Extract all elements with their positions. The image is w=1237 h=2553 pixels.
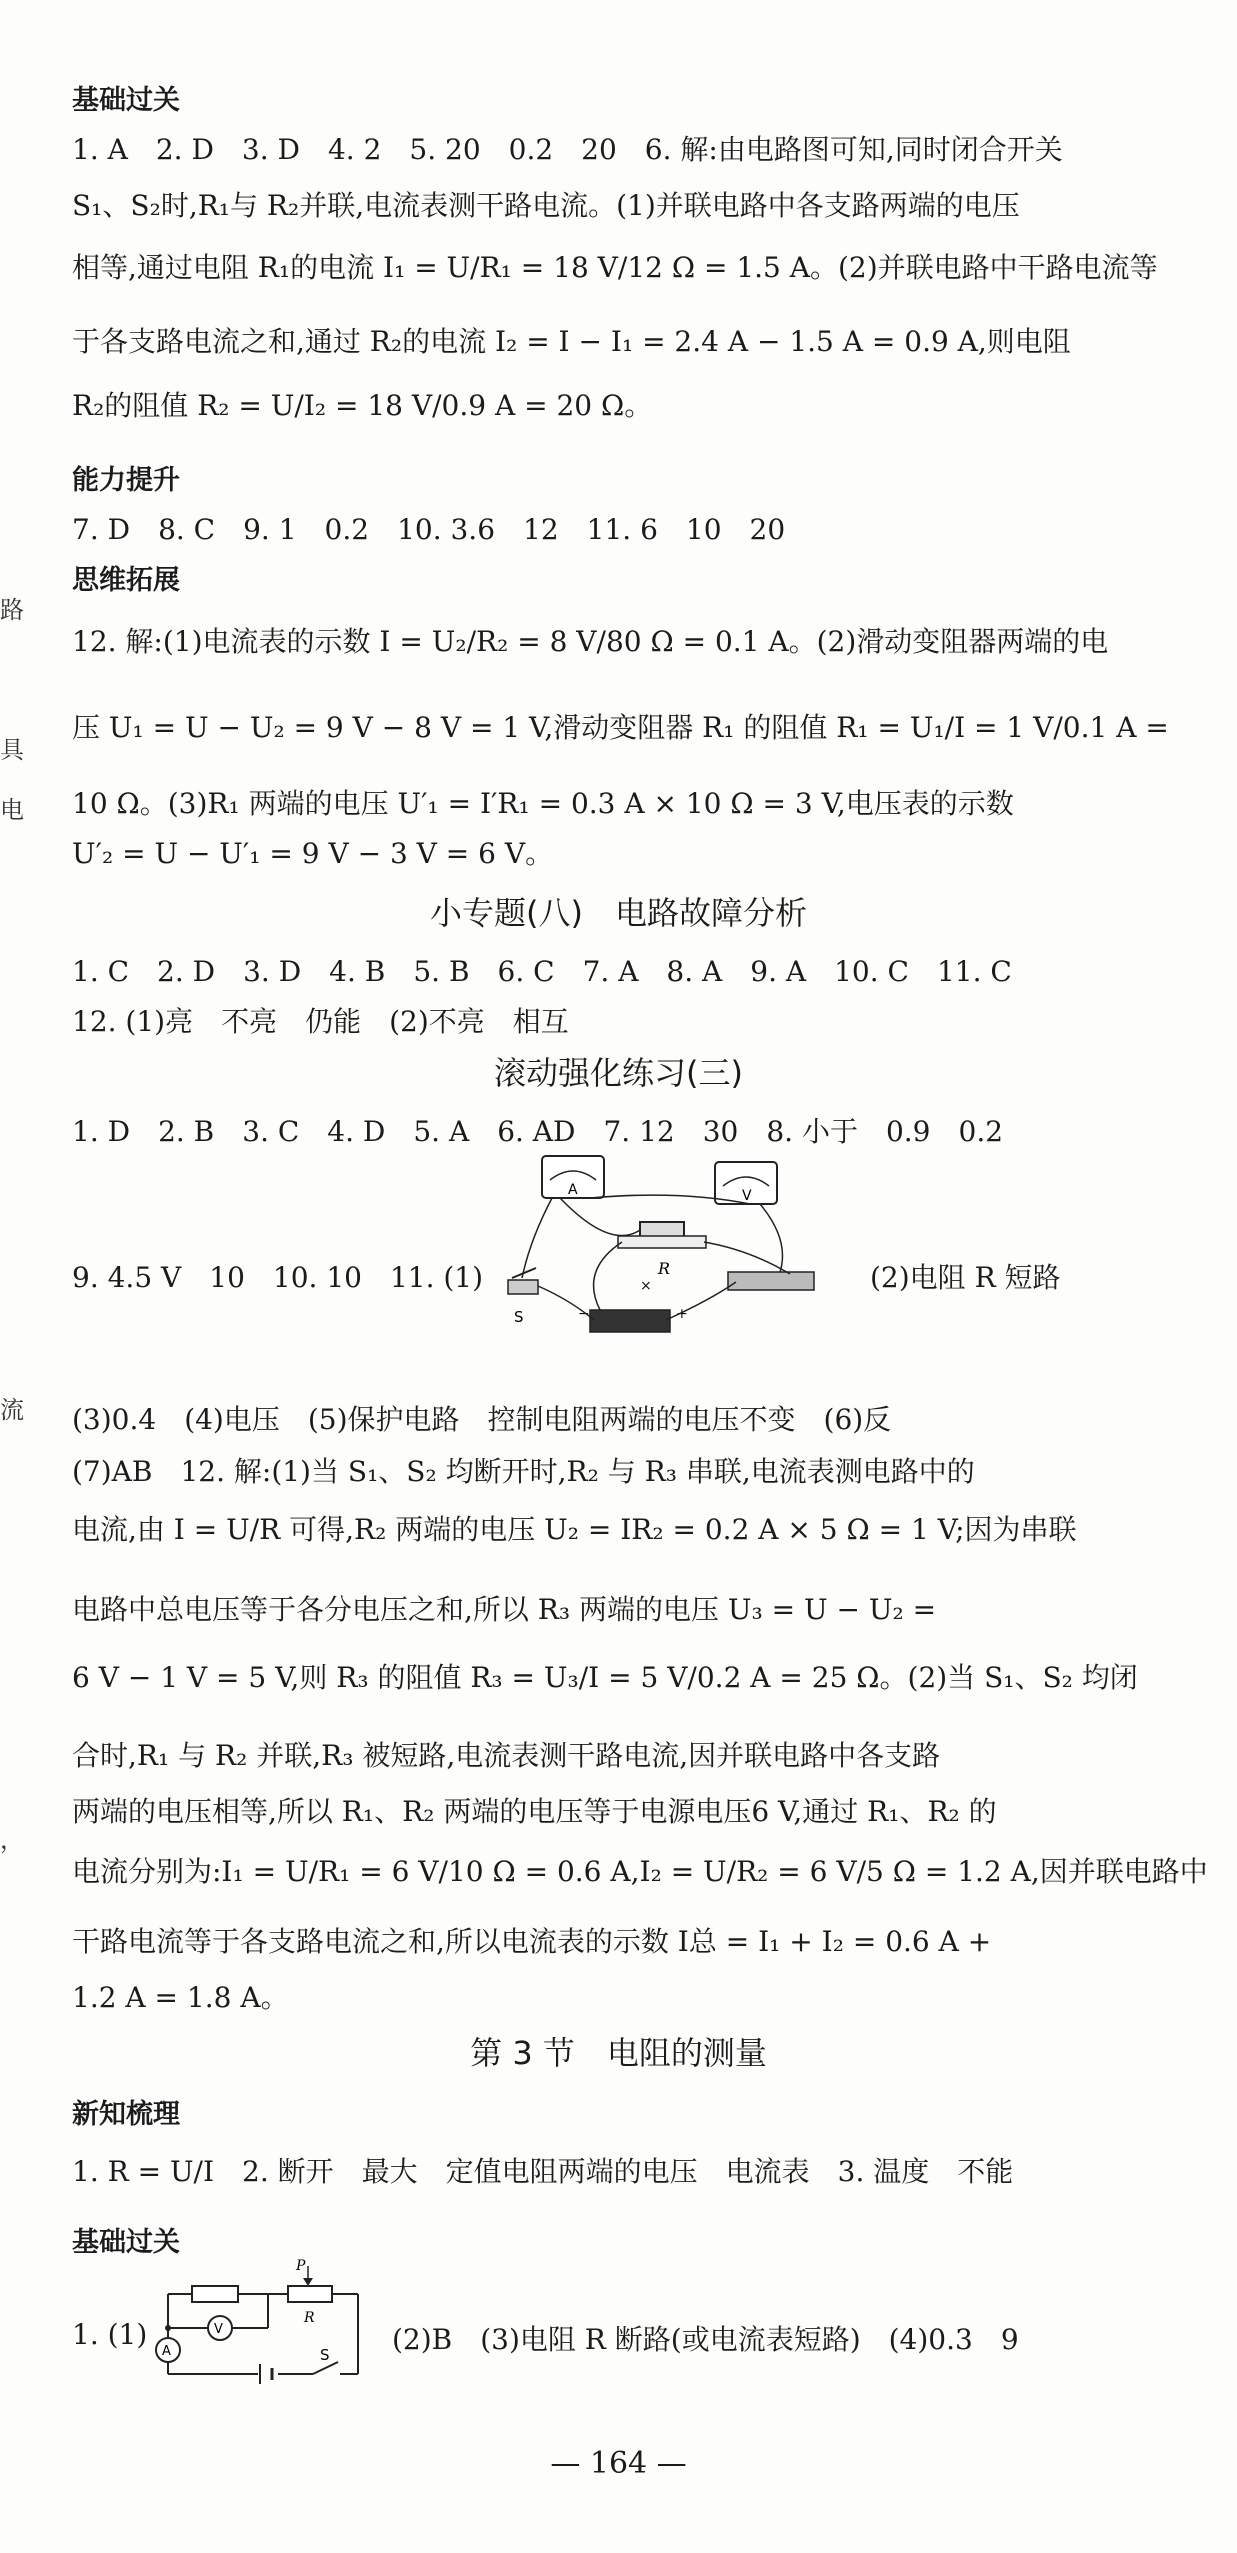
margin-mark: 流 (0, 1396, 24, 1424)
answer-line: 7. D 8. C 9. 1 0.2 10. 3.6 12 11. 6 10 20 (72, 513, 786, 546)
switch-label: S (320, 2346, 330, 2364)
answer-line: (2)电阻 R 短路 (870, 1261, 1061, 1294)
margin-mark: 路 (0, 596, 24, 624)
answer-line: S₁、S₂时,R₁与 R₂并联,电流表测干路电流。(1)并联电路中各支路两端的电压 (72, 189, 1020, 222)
section-heading: 新知梳理 (72, 2099, 180, 2130)
circuit-wiring-figure (490, 1150, 820, 1345)
answer-line: (2)B (3)电阻 R 断路(或电流表短路) (4)0.3 9 (392, 2323, 1019, 2356)
answer-line: 两端的电压相等,所以 R₁、R₂ 两端的电压等于电源电压6 V,通过 R₁、R₂ 的 (72, 1795, 997, 1828)
answer-line: 12. 解:(1)电流表的示数 I = U₂/R₂ = 8 V/80 Ω = 0.1 A。(2)滑动变阻器两端的电 (72, 625, 1109, 658)
ammeter-label: A (568, 1182, 578, 1198)
answer-line: 10 Ω。(3)R₁ 两端的电压 U′₁ = I′R₁ = 0.3 A × 10 Ω = 3 V,电压表的示数 (72, 787, 1014, 820)
topic-title: 滚动强化练习(三) (494, 1054, 743, 1092)
slider-label: P (296, 2258, 306, 2274)
margin-mark: 具 (0, 736, 24, 764)
battery-icon (590, 1310, 670, 1332)
answer-line: 1. D 2. B 3. C 4. D 5. A 6. AD 7. 12 30 8. 小于 0.9 0.2 (72, 1115, 1004, 1148)
fault-cross: × (640, 1278, 652, 1294)
answer-line: 1. R = U/I 2. 断开 最大 定值电阻两端的电压 电流表 3. 温度 不能 (72, 2155, 1014, 2188)
section-title: 第 3 节 电阻的测量 (470, 2034, 767, 2072)
page-number: — 164 — (550, 2446, 687, 2481)
measurement-circuit-figure (148, 2256, 368, 2386)
answer-line: 9. 4.5 V 10 10. 10 11. (1) (72, 1261, 484, 1294)
voltmeter-label: V (742, 1188, 752, 1204)
answer-line: 1. A 2. D 3. D 4. 2 5. 20 0.2 20 6. 解:由电路图可知,同时闭合开关 (72, 133, 1063, 166)
answer-line: (7)AB 12. 解:(1)当 S₁、S₂ 均断开时,R₂ 与 R₃ 串联,电流表测电路中的 (72, 1455, 975, 1488)
section-heading: 能力提升 (72, 465, 180, 496)
answer-line: 1.2 A = 1.8 A。 (72, 1981, 289, 2014)
rheostat-icon (728, 1272, 814, 1290)
answer-line: 电路中总电压等于各分电压之和,所以 R₃ 两端的电压 U₃ = U − U₂ = (72, 1593, 937, 1626)
rheostat-icon (288, 2286, 332, 2302)
answer-line: 1. C 2. D 3. D 4. B 5. B 6. C 7. A 8. A 9. A 10. C 11. C (72, 955, 1012, 988)
battery-plus: + (676, 1306, 688, 1322)
answer-line: 1. (1) (72, 2318, 148, 2351)
answer-line: 6 V − 1 V = 5 V,则 R₃ 的阻值 R₃ = U₃/I = 5 V/0.2 A = 25 Ω。(2)当 S₁、S₂ 均闭 (72, 1661, 1138, 1694)
answer-line: 相等,通过电阻 R₁的电流 I₁ = U/R₁ = 18 V/12 Ω = 1.5 A。(2)并联电路中干路电流等 (72, 251, 1158, 284)
margin-mark: 电 (0, 796, 24, 824)
margin-mark: ， (0, 1826, 24, 1854)
answer-line: U′₂ = U − U′₁ = 9 V − 3 V = 6 V。 (72, 837, 554, 870)
ammeter-label: A (162, 2344, 171, 2359)
battery-minus: − (578, 1306, 590, 1322)
rheostat-label: R (304, 2310, 315, 2326)
answer-line: 于各支路电流之和,通过 R₂的电流 I₂ = I − I₁ = 2.4 A − 1.5 A = 0.9 A,则电阻 (72, 325, 1071, 358)
section-heading: 基础过关 (72, 85, 180, 116)
answer-line: (3)0.4 (4)电压 (5)保护电路 控制电阻两端的电压不变 (6)反 (72, 1403, 892, 1436)
resistor-label: R (658, 1259, 671, 1278)
answer-line: 干路电流等于各支路电流之和,所以电流表的示数 I总 = I₁ + I₂ = 0.6 A + (72, 1925, 992, 1958)
topic-title: 小专题(八) 电路故障分析 (430, 894, 807, 932)
voltmeter-label: V (214, 2322, 223, 2337)
section-heading: 基础过关 (72, 2227, 180, 2258)
answer-line: R₂的阻值 R₂ = U/I₂ = 18 V/0.9 A = 20 Ω。 (72, 389, 653, 422)
answer-line: 压 U₁ = U − U₂ = 9 V − 8 V = 1 V,滑动变阻器 R₁ 的阻值 R₁ = U₁/I = 1 V/0.1 A = (72, 711, 1169, 744)
resistor-icon (192, 2286, 238, 2302)
switch-label: S (514, 1308, 524, 1326)
answer-line: 12. (1)亮 不亮 仍能 (2)不亮 相互 (72, 1005, 569, 1038)
switch-icon (508, 1280, 538, 1294)
answer-line: 电流,由 I = U/R 可得,R₂ 两端的电压 U₂ = IR₂ = 0.2 A × 5 Ω = 1 V;因为串联 (72, 1513, 1077, 1546)
section-heading: 思维拓展 (72, 565, 180, 596)
answer-line: 电流分别为:I₁ = U/R₁ = 6 V/10 Ω = 0.6 A,I₂ = U/R₂ = 6 V/5 Ω = 1.2 A,因并联电路中 (72, 1855, 1208, 1888)
answer-line: 合时,R₁ 与 R₂ 并联,R₃ 被短路,电流表测干路电流,因并联电路中各支路 (72, 1739, 941, 1772)
